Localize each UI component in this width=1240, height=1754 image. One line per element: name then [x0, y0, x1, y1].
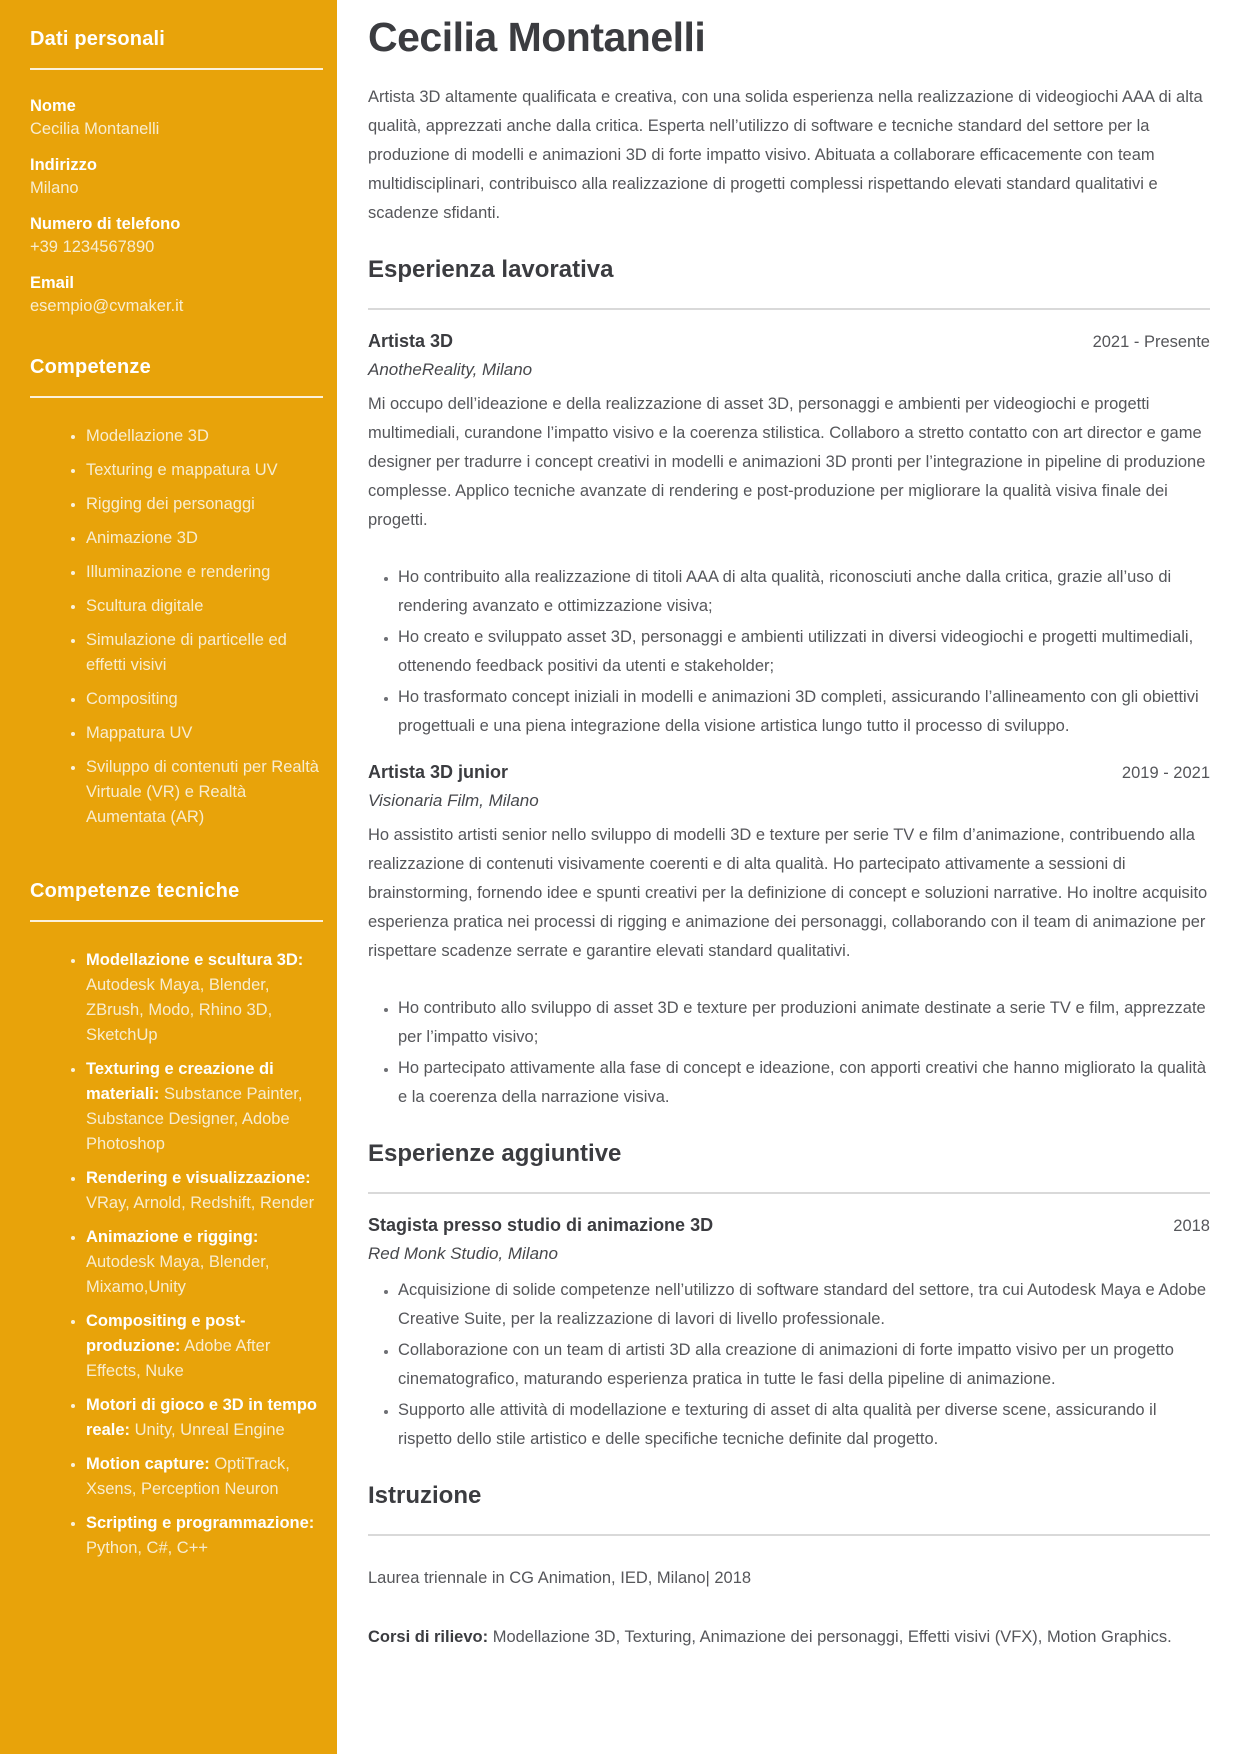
job-period: 2021 - Presente [1092, 333, 1210, 351]
skill-item: • Illuminazione e rendering [86, 560, 323, 585]
job-bullet-item: • Ho contributo allo sviluppo di asset 3D e texture per produzioni animate destinate a serie TV e film, apprezzate per l’impatto visivo; [398, 994, 1210, 1052]
education-courses [368, 1623, 1210, 1652]
contact-field [30, 272, 323, 318]
tech-skill-value: Adobe After Effects, Nuke [86, 1337, 271, 1380]
tech-skill-label: Motori di gioco e 3D in tempo reale: [86, 1396, 317, 1439]
skill-item: • Mappatura UV [86, 721, 323, 746]
job-entry [368, 762, 1210, 1112]
contact-field [30, 213, 323, 259]
education-courses-label: Corsi di rilievo: [368, 1628, 489, 1646]
tech-skill-value: OptiTrack, Xsens, Perception Neuron [86, 1455, 290, 1498]
job-period: 2018 [1173, 1217, 1210, 1235]
work-experience-jobs [368, 331, 1210, 1112]
job-company: Visionaria Film, Milano [368, 791, 539, 810]
sidebar-divider [30, 920, 323, 922]
page-title: Cecilia Montanelli [368, 14, 706, 60]
sidebar [0, 0, 337, 1754]
tech-skill-item [86, 1511, 323, 1561]
job-entry [368, 1215, 1210, 1454]
section-divider [368, 1534, 1210, 1536]
contact-field-value: Milano [30, 179, 79, 197]
skill-item: • Scultura digitale [86, 594, 323, 619]
skill-item: • Simulazione di particelle ed effetti visivi [86, 628, 323, 678]
tech-skill-item [86, 1309, 323, 1384]
education-courses-value: Modellazione 3D, Texturing, Animazione dei personaggi, Effetti visivi (VFX), Motion Graphics. [488, 1628, 1172, 1646]
tech-skills-list [30, 948, 323, 1561]
job-title: Artista 3D junior [368, 762, 509, 782]
job-title: Artista 3D [368, 331, 454, 351]
section-divider [368, 1192, 1210, 1194]
job-period: 2019 - 2021 [1121, 764, 1210, 782]
job-description: Ho assistito artisti senior nello sviluppo di modelli 3D e texture per serie TV e film d’animazione, contribuendo alla realizzazione di contenuti visivamente coerenti e di alta qualità. Ho partecipato attivamente a sessioni di brainstorming, fornendo idee e spunti creativi per la definizione di concept e soluzioni narrative. Ho inoltre acquisito esperienza pratica nei processi di rigging e animazione dei personaggi, collaborando con il team di animazione per rispettare scadenze serrate e garantire elevati standard qualitativi. [368, 826, 1208, 960]
contact-field-value: +39 1234567890 [30, 238, 155, 256]
section-work-experience [368, 256, 1210, 1112]
tech-skill-value: Substance Painter, Substance Designer, Adobe Photoshop [86, 1085, 303, 1153]
job-bullet-item: • Ho partecipato attivamente alla fase di concept e ideazione, con apporti creativi che hanno migliorato la qualità e la coerenza della narrazione visiva. [398, 1054, 1210, 1112]
job-header [368, 762, 1210, 783]
job-bullet-list [368, 994, 1210, 1112]
job-bullet-item: • Ho creato e sviluppato asset 3D, personaggi e ambienti utilizzati in diversi videogiochi e progetti multimediali, ottenendo feedback positivi da utenti e stakeholder; [398, 623, 1210, 681]
contact-field [30, 95, 323, 141]
tech-skill-label: Modellazione e scultura 3D: [86, 951, 304, 969]
job-bullet-item: • Ho trasformato concept iniziali in modelli e animazioni 3D completi, assicurando l’allineamento con gli obiettivi progettuali e una piena integrazione della visione artistica lungo tutto il processo di sviluppo. [398, 683, 1210, 741]
skills-heading: Competenze [30, 356, 151, 378]
sidebar-section-skills [30, 356, 323, 830]
additional-experience-heading: Esperienze aggiuntive [368, 1140, 622, 1167]
tech-skill-value: VRay, Arnold, Redshift, Render [86, 1194, 315, 1212]
contact-field-label: Numero di telefono [30, 215, 181, 233]
contact-field-label: Indirizzo [30, 156, 97, 174]
tech-skill-label: Compositing e post-produzione: [86, 1312, 246, 1355]
contact-field-value: Cecilia Montanelli [30, 120, 160, 138]
section-education [368, 1482, 1210, 1652]
job-bullet-item: • Ho contribuito alla realizzazione di titoli AAA di alta qualità, riconosciuti anche dalla critica, grazie all’uso di rendering avanzato e ottimizzazione visiva; [398, 563, 1210, 621]
tech-skill-item [86, 1057, 323, 1157]
contact-field [30, 154, 323, 200]
job-company: AnotheReality, Milano [368, 360, 533, 379]
main-content [337, 0, 1240, 1754]
tech-skill-value: Python, C#, C++ [86, 1539, 208, 1557]
tech-skill-item [86, 1225, 323, 1300]
tech-skill-item [86, 1393, 323, 1443]
contact-field-value: esempio@cvmaker.it [30, 297, 184, 315]
personal-data-heading: Dati personali [30, 28, 166, 50]
job-bullet-list [368, 563, 1210, 741]
skill-item: • Rigging dei personaggi [86, 492, 323, 517]
skill-item: • Modellazione 3D [86, 424, 323, 449]
job-bullet-item: • Supporto alle attività di modellazione e texturing di asset di alta qualità per diverse scene, assicurando il rispetto dello stile artistico e delle specifiche tecniche definite dal progetto. [398, 1396, 1210, 1454]
job-title: Stagista presso studio di animazione 3D [368, 1215, 714, 1235]
section-divider [368, 308, 1210, 310]
contact-field-label: Email [30, 274, 75, 292]
tech-skill-label: Rendering e visualizzazione: [86, 1169, 311, 1187]
tech-skill-label: Animazione e rigging: [86, 1228, 259, 1246]
skills-list [30, 424, 323, 830]
contact-fields [30, 95, 323, 318]
skill-item: • Texturing e mappatura UV [86, 458, 323, 483]
job-header [368, 331, 1210, 352]
skill-item: • Sviluppo di contenuti per Realtà Virtuale (VR) e Realtà Aumentata (AR) [86, 755, 323, 830]
skill-item: • Compositing [86, 687, 323, 712]
sidebar-divider [30, 396, 323, 398]
work-experience-heading: Esperienza lavorativa [368, 256, 614, 283]
education-heading: Istruzione [368, 1482, 482, 1509]
sidebar-section-tech-skills [30, 880, 323, 1561]
tech-skill-value: Autodesk Maya, Blender, Mixamo,Unity [86, 1253, 270, 1296]
tech-skills-heading: Competenze tecniche [30, 880, 240, 902]
job-description: Mi occupo dell’ideazione e della realizzazione di asset 3D, personaggi e ambienti per videogiochi e progetti multimediali, curandone l’impatto visivo e la coerenza stilistica. Collaboro a stretto contatto con art director e game designer per tradurre i concept creativi in modelli e animazioni 3D pronti per l’integrazione in pipeline di produzione complesse. Applico tecniche avanzate di rendering e post-produzione per migliorare la qualità visiva finale dei progetti. [368, 395, 1206, 529]
skill-item: • Animazione 3D [86, 526, 323, 551]
contact-field-label: Nome [30, 97, 76, 115]
tech-skill-item [86, 1166, 323, 1216]
education-degree: Laurea triennale in CG Animation, IED, Milano| 2018 [368, 1569, 752, 1587]
job-entry [368, 331, 1210, 741]
additional-experience-jobs [368, 1215, 1210, 1454]
tech-skill-item [86, 948, 323, 1048]
sidebar-section-personal [30, 28, 323, 318]
sidebar-divider [30, 68, 323, 70]
tech-skill-value: Autodesk Maya, Blender, ZBrush, Modo, Rhino 3D, SketchUp [86, 976, 273, 1044]
job-bullet-item: • Collaborazione con un team di artisti 3D alla creazione di animazioni di forte impatto visivo per un progetto cinematografico, maturando esperienza pratica in tutte le fasi della pipeline di animazione. [398, 1336, 1210, 1394]
tech-skill-label: Texturing e creazione di materiali: [86, 1060, 274, 1103]
job-bullet-list [368, 1276, 1210, 1454]
tech-skill-item [86, 1452, 323, 1502]
job-company: Red Monk Studio, Milano [368, 1244, 558, 1263]
job-header [368, 1215, 1210, 1236]
tech-skill-label: Motion capture: [86, 1455, 210, 1473]
section-additional-experience [368, 1140, 1210, 1454]
tech-skill-label: Scripting e programmazione: [86, 1514, 315, 1532]
profile-summary: Artista 3D altamente qualificata e creativa, con una solida esperienza nella realizzazione di videogiochi AAA di alta qualità, apprezzati anche dalla critica. Esperta nell’utilizzo di software e tecniche standard del settore per la produzione di modelli e animazioni 3D di forte impatto visivo. Abituata a collaborare efficacemente con team multidisciplinari, contribuisco alla realizzazione di progetti complessi rispettando elevati standard qualitativi e scadenze sfidanti. [368, 88, 1203, 222]
tech-skill-value: Unity, Unreal Engine [130, 1421, 285, 1439]
job-bullet-item: • Acquisizione di solide competenze nell’utilizzo di software standard del settore, tra cui Autodesk Maya e Adobe Creative Suite, per la realizzazione di lavori di livello professionale. [398, 1276, 1210, 1334]
